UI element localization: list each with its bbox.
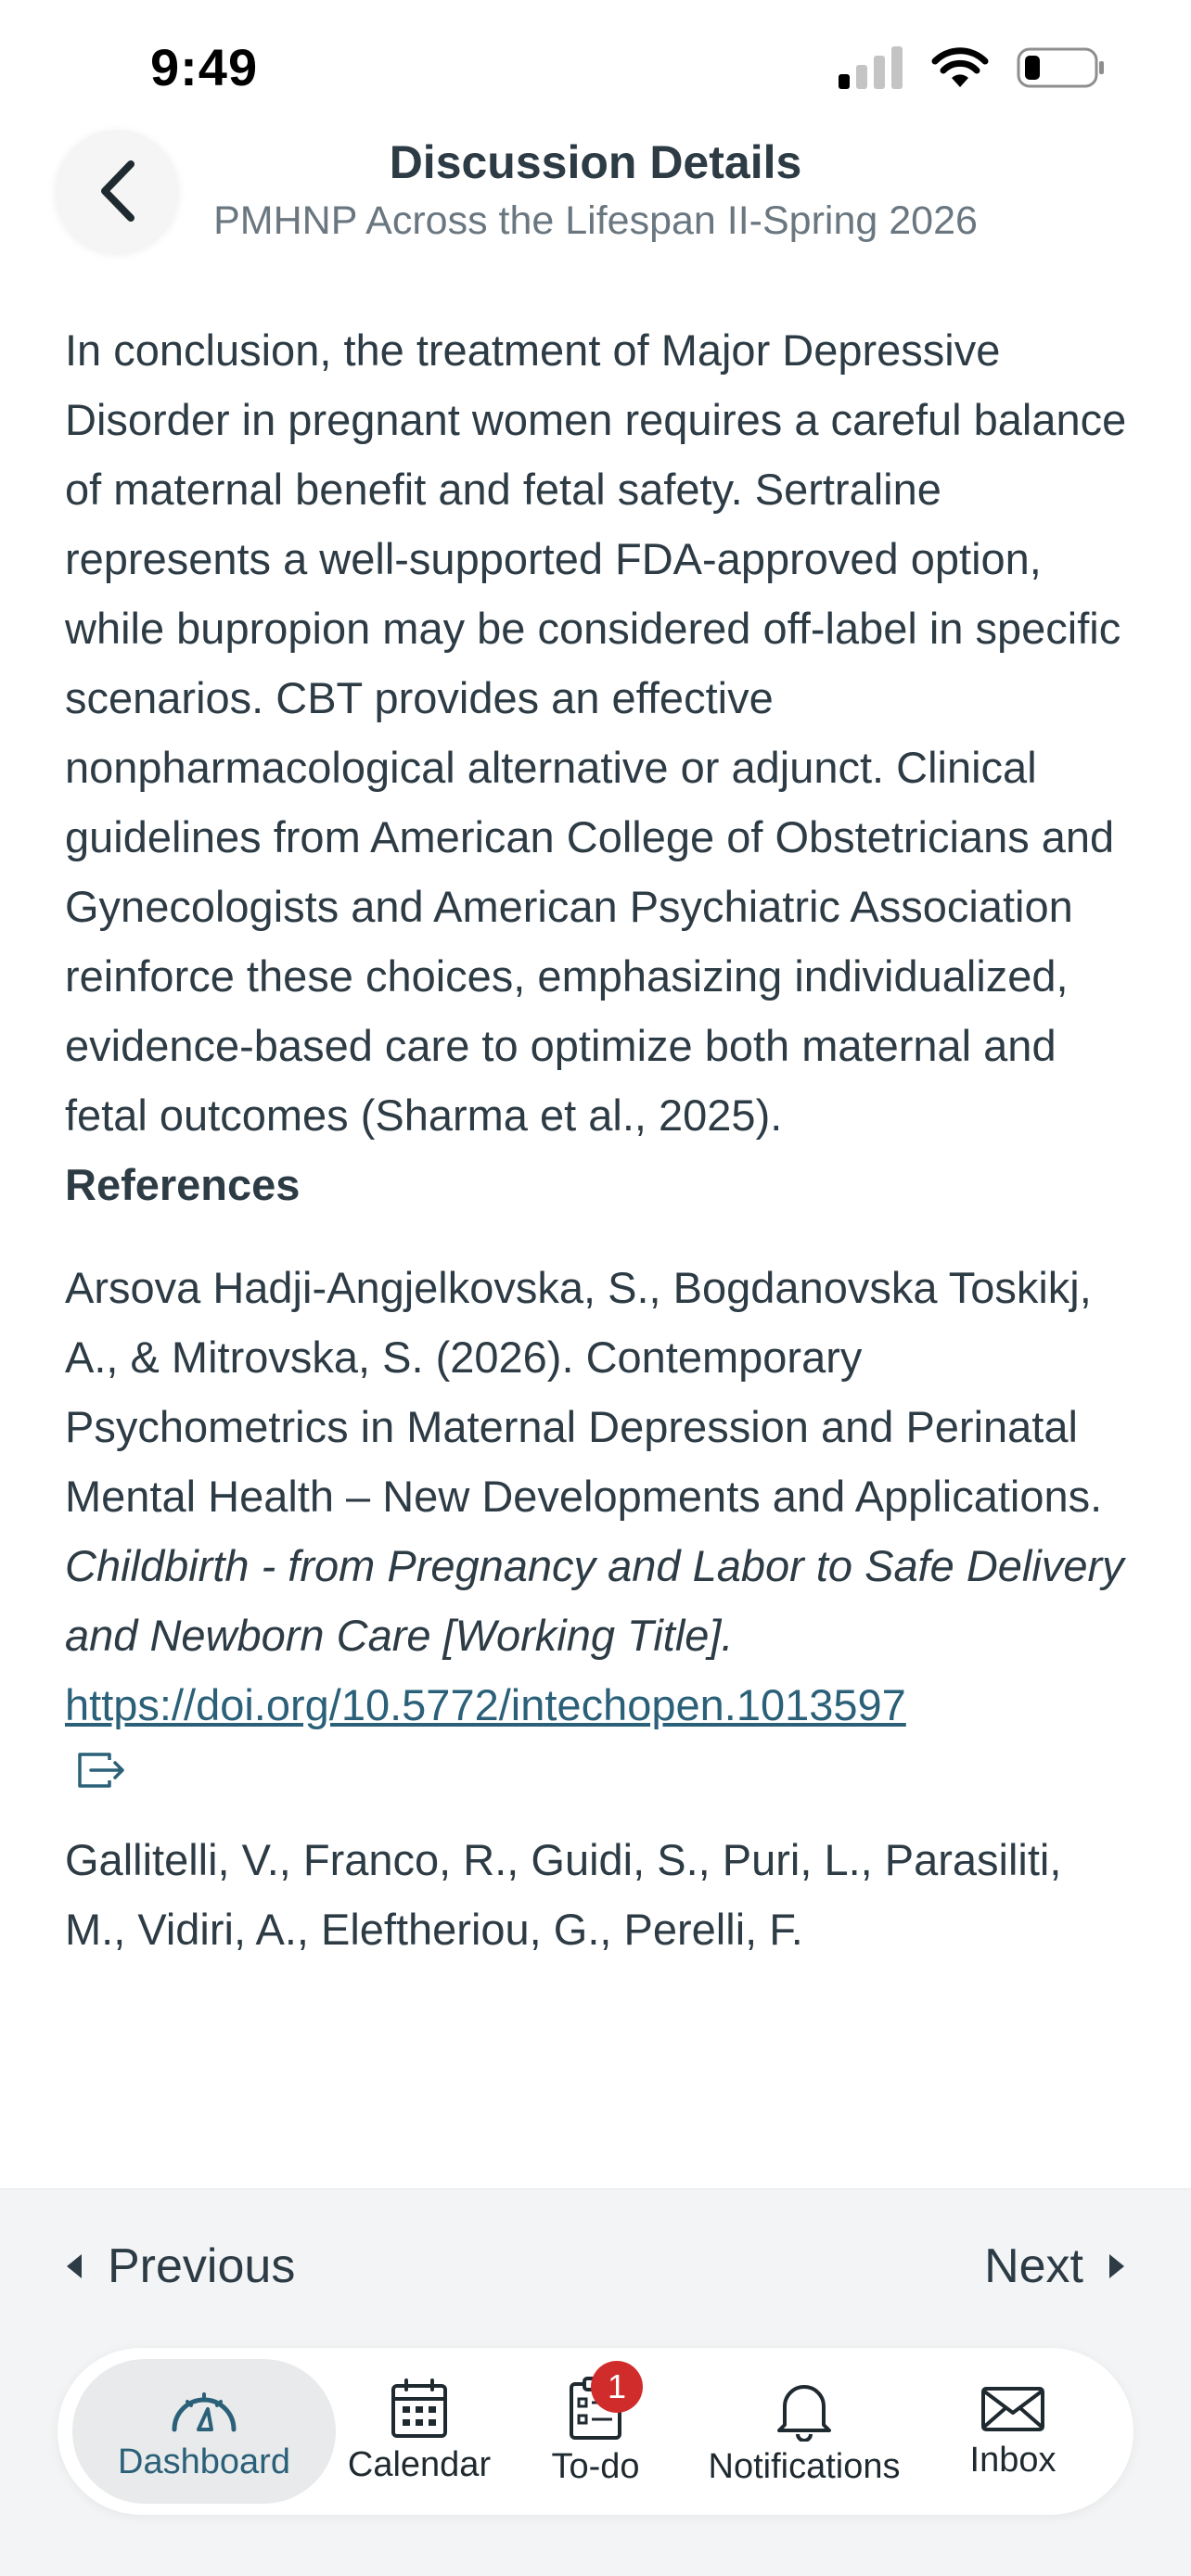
tab-bar bbox=[58, 2348, 1133, 2515]
next-label: Next bbox=[984, 2239, 1083, 2293]
pager-bar bbox=[0, 2188, 1191, 2343]
status-icons bbox=[839, 46, 1106, 89]
course-subtitle: PMHNP Across the Lifespan II-Spring 2026 bbox=[213, 198, 978, 243]
tab-inbox[interactable] bbox=[920, 2348, 1106, 2515]
tab-label: Inbox bbox=[969, 2440, 1057, 2480]
previous-button[interactable] bbox=[65, 2189, 295, 2343]
dashboard-gauge-icon bbox=[167, 2381, 241, 2437]
tab-notifications[interactable] bbox=[688, 2348, 920, 2515]
tab-label: Dashboard bbox=[118, 2442, 290, 2481]
envelope-icon bbox=[980, 2383, 1046, 2435]
wifi-icon bbox=[931, 46, 989, 89]
caret-right-icon bbox=[1108, 2252, 1126, 2280]
tab-label: Notifications bbox=[708, 2446, 901, 2486]
bell-icon bbox=[774, 2377, 835, 2442]
reference-text: Arsova Hadji-Angjelkovska, S., Bogdanovska Toskikj, A., & Mitrovska, S. (2026). Contemporary Psychometrics in Maternal Depression and Perinatal Mental Health – New Developments and Applications. bbox=[65, 1263, 1103, 1521]
tab-label: To-do bbox=[551, 2446, 640, 2486]
tab-calendar[interactable] bbox=[336, 2348, 503, 2515]
conclusion-paragraph: In conclusion, the treatment of Major Depressive Disorder in pregnant women requires a careful balance of maternal benefit and fetal safety. Sertraline represents a well-supported FDA-approved option, while bupropion may be considered off-label in specific scenarios. CBT provides an effective nonpharmacological alternative or adjunct. Clinical guidelines from American College of Obstetricians and Gynecologists and American Psychiatric Association reinforce these choices, emphasizing individualized, evidence-based care to optimize both maternal and fetal outcomes (Sharma et al., 2025). bbox=[65, 325, 1127, 1140]
tab-dashboard[interactable] bbox=[72, 2359, 336, 2504]
caret-left-icon bbox=[65, 2252, 83, 2280]
calendar-icon bbox=[390, 2378, 449, 2440]
cellular-signal-icon bbox=[839, 46, 903, 89]
discussion-content bbox=[65, 315, 1132, 1964]
next-button[interactable] bbox=[984, 2189, 1126, 2343]
reference-entry bbox=[65, 1253, 1132, 1740]
references-heading: References bbox=[65, 1160, 301, 1209]
doi-link[interactable]: https://doi.org/10.5772/intechopen.1013597 bbox=[65, 1680, 906, 1729]
previous-label: Previous bbox=[108, 2239, 296, 2293]
todo-count-badge: 1 bbox=[591, 2361, 643, 2413]
status-bar bbox=[0, 0, 1191, 139]
external-link-icon[interactable] bbox=[76, 1749, 128, 1792]
reference-entry: Gallitelli, V., Franco, R., Guidi, S., Puri, L., Parasiliti, M., Vidiri, A., Eleftheriou, G., Perelli, F. bbox=[65, 1835, 1062, 1954]
tab-todo[interactable] bbox=[503, 2348, 688, 2515]
tab-label: Calendar bbox=[347, 2444, 492, 2484]
header bbox=[0, 130, 1191, 269]
battery-icon bbox=[1017, 46, 1106, 89]
page-title: Discussion Details bbox=[389, 136, 802, 188]
reference-italic-title: Childbirth - from Pregnancy and Labor to Safe Delivery and Newborn Care [Working Title]. bbox=[65, 1541, 1124, 1660]
status-time: 9:49 bbox=[150, 38, 259, 96]
